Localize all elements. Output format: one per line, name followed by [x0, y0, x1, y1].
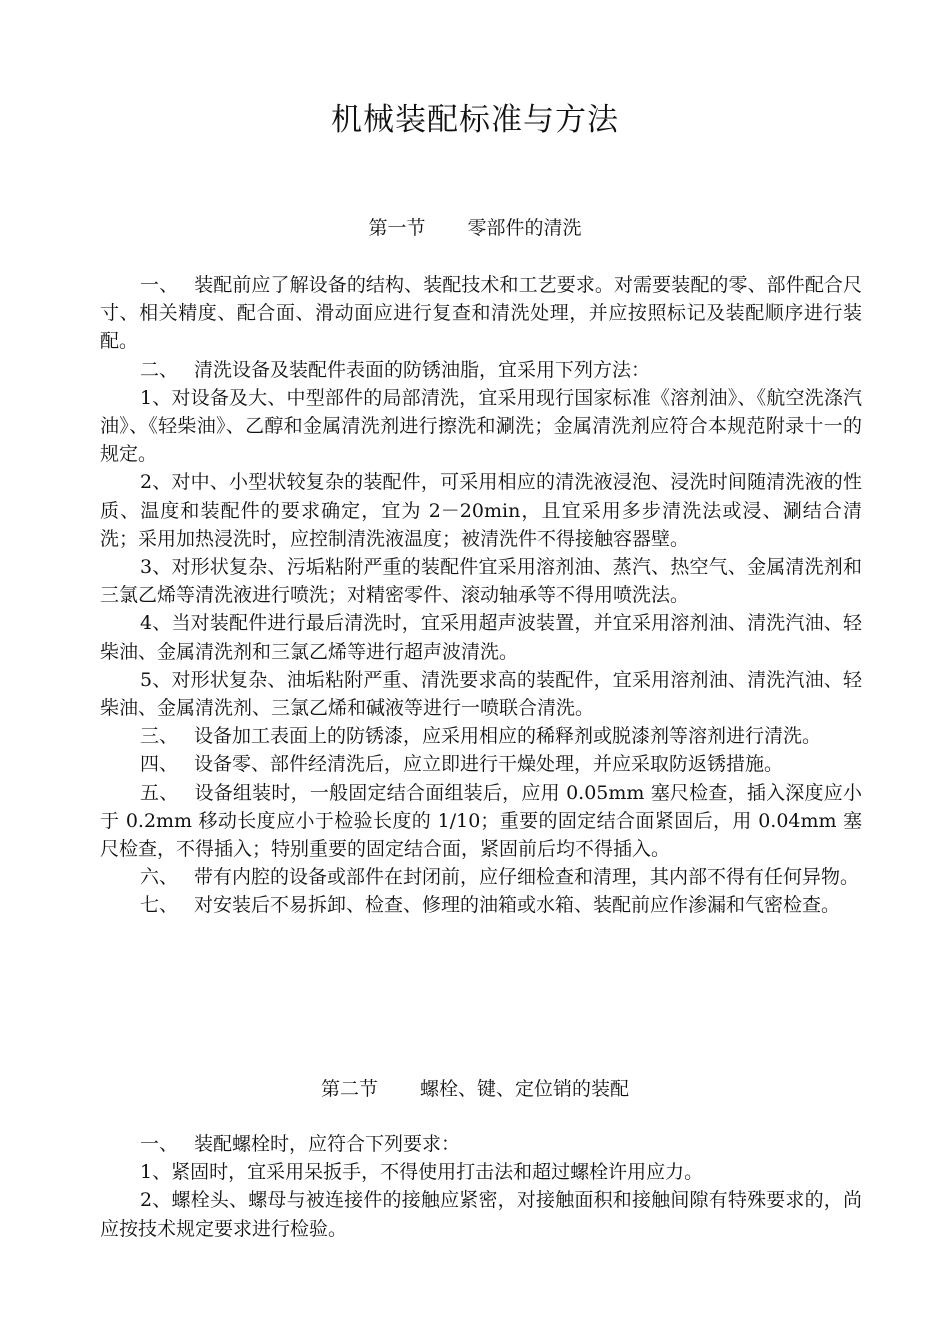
paragraph: [100, 271, 862, 356]
paragraph-text: 带有内腔的设备或部件在封闭前，应仔细检查和清理，其内部不得有任何异物。: [194, 866, 860, 889]
section-heading: [0, 213, 950, 243]
paragraph-text: 设备加工表面上的防锈漆，应采用相应的稀释剂或脱漆剂等溶剂进行清洗。: [194, 725, 822, 748]
paragraph-text: 1、紧固时，宜采用呆扳手，不得使用打击法和超过螺栓许用应力。: [140, 1161, 704, 1184]
paragraph-text: 2、螺栓头、螺母与被连接件的接触应紧密，对接触面积和接触间隙有特殊要求的，尚应按技术规定要求进行检验。: [100, 1189, 862, 1240]
paragraph: [100, 356, 862, 384]
paragraph-lead: 一、: [140, 274, 179, 296]
paragraph-text: 对安装后不易拆卸、检查、修理的油箱或水箱、装配前应作渗漏和气密检查。: [194, 894, 841, 917]
paragraph: [100, 1186, 862, 1242]
paragraph: [100, 666, 862, 722]
paragraph-lead: 一、: [140, 1133, 179, 1155]
section-body: [100, 1130, 862, 1243]
paragraph: [100, 891, 862, 919]
paragraph-text: 装配螺栓时，应符合下列要求：: [194, 1133, 461, 1155]
paragraph: [100, 553, 862, 609]
paragraph: [100, 722, 862, 750]
paragraph: [100, 779, 862, 864]
paragraph-lead: 二、: [140, 358, 179, 381]
paragraph-text: 4、当对装配件进行最后清洗时，宜采用超声波装置，并宜采用溶剂油、清洗汽油、轻柴油、金属清洗剂和三氯乙烯等进行超声波清洗。: [100, 612, 862, 663]
section-title: 螺栓、键、定位销的装配: [420, 1078, 630, 1100]
paragraph-lead: 六、: [140, 866, 179, 889]
paragraph: [100, 1158, 862, 1186]
paragraph-text: 1、对设备及大、中型部件的局部清洗，宜采用现行国家标准《溶剂油》、《航空洗涤汽油》、《轻柴油》、乙醇和金属清洗剂进行擦洗和涮洗；金属清洗剂应符合本规范附录十一的规定。: [100, 386, 862, 466]
section-number: 第二节: [320, 1078, 378, 1100]
paragraph-text: 设备组装时，一般固定结合面组装后，应用 0.05mm 塞尺检查，插入深度应小于 0.2mm 移动长度应小于检验长度的 1/10；重要的固定结合面紧固后，用 0.04mm 塞尺检查，不得插入；特别重要的固定结合面，紧固前后均不得插入。: [100, 781, 862, 861]
paragraph: [100, 863, 862, 891]
paragraph-text: 装配前应了解设备的结构、装配技术和工艺要求。对需要装配的零、部件配合尺寸、相关精度、配合面、滑动面应进行复查和清洗处理，并应按照标记及装配顺序进行装配。: [100, 274, 862, 353]
paragraph-lead: 七、: [140, 894, 179, 917]
paragraph: [100, 468, 862, 553]
paragraph-lead: 四、: [140, 753, 179, 776]
section-number: 第一节: [368, 217, 426, 239]
paragraph: [100, 1130, 862, 1158]
paragraph-text: 清洗设备及装配件表面的防锈油脂，宜采用下列方法：: [194, 358, 651, 381]
section-title: 零部件的清洗: [467, 217, 582, 239]
paragraph: [100, 750, 862, 778]
paragraph: [100, 384, 862, 469]
paragraph-text: 5、对形状复杂、油垢粘附严重、清洗要求高的装配件，宜采用溶剂油、清洗汽油、轻柴油、金属清洗剂、三氯乙烯和碱液等进行一喷联合清洗。: [100, 668, 862, 720]
paragraph-lead: 五、: [140, 781, 179, 804]
paragraph-text: 2、对中、小型状较复杂的装配件，可采用相应的清洗液浸泡、浸洗时间随清洗液的性质、温度和装配件的要求确定，宜为 2－20min，且宜采用多步清洗法或浸、涮结合清洗；采用加热浸洗时，应控制清洗液温度；被清洗件不得接触容器壁。: [100, 471, 862, 550]
paragraph-lead: 三、: [140, 725, 179, 748]
section-heading: [0, 1074, 950, 1104]
document-title: 机械装配标准与方法: [331, 102, 619, 138]
paragraph-text: 3、对形状复杂、污垢粘附严重的装配件宜采用溶剂油、蒸汽、热空气、金属清洗剂和三氯乙烯等清洗液进行喷洗；对精密零件、滚动轴承等不得用喷洗法。: [100, 556, 862, 607]
paragraph: [100, 609, 862, 665]
paragraph-text: 设备零、部件经清洗后，应立即进行干燥处理，并应采取防返锈措施。: [194, 753, 784, 776]
section-body: [100, 241, 862, 920]
